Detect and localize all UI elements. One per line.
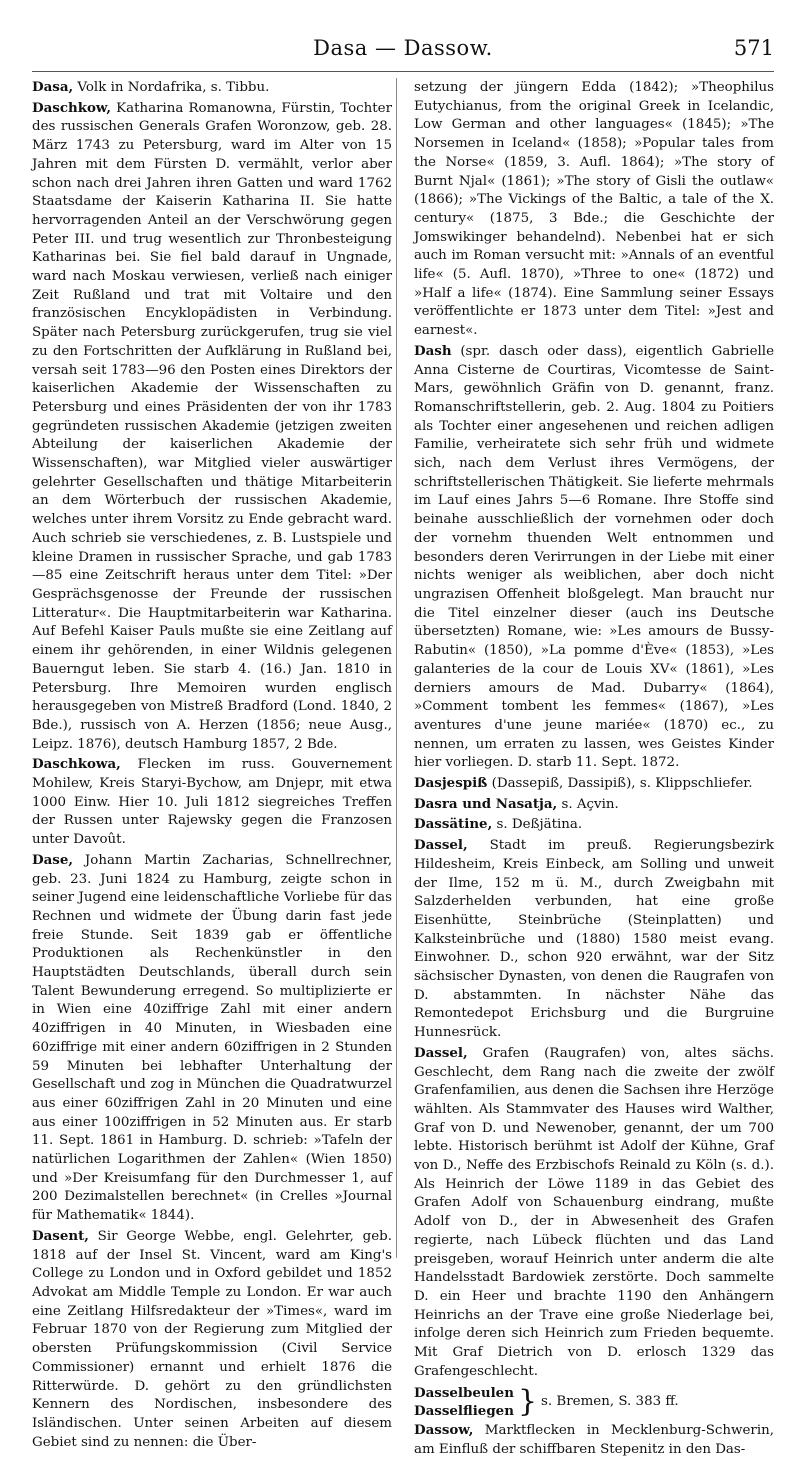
headword: Dassow, — [414, 1421, 474, 1438]
entry-daschkowa — [32, 755, 392, 850]
entry-text: Marktflecken in Mecklenburg-Schwerin, am Einfluß der schiffbaren Stepenitz in den Das- — [414, 1422, 774, 1457]
headword: Daschkow, — [32, 99, 112, 116]
entry-text: Flecken im russ. Gouvernement Mohilew, Kreis Staryi-Bychow, am Dnjepr, mit etwa 1000 Einw. Hier 10. Juli 1812 siegreiches Treffen der Russen unter Rajewsky gegen die Franzosen unter Davoût. — [32, 757, 392, 848]
entry-text: Katharina Romanowna, Fürstin, Tochter des russischen Generals Grafen Woronzow, geb. 28. März 1743 zu Petersburg, ward im Alter von 15 Jahren mit dem Fürsten D. vermählt, verlor aber schon nach drei Jahren ihren Gatten und ward 1762 Staatsdame der Kaiserin Katharina II. Sie hatte hervorragenden Anteil an der Verschwörung gegen Peter III. und trug wesentlich zur Thronbesteigung Katharinas bei. Sie fiel bald darauf in Ungnade, ward nach Moskau verwiesen, verließ nach einiger Zeit Rußland und trat mit Voltaire und den französischen Encyklopädisten in Verbindung. Später nach Petersburg zurückgerufen, trug sie viel zu den Fortschritten der Aufklärung in Rußland bei, versah seit 1783—96 den Posten eines Direktors der kaiserlichen Akademie der Wissenschaften zu Petersburg und eines Präsidenten der von ihr 1783 gegründeten russischen Akademie (jetzigen zweiten Abteilung der kaiserlichen Akademie der Wissenschaften), war Mitglied vieler auswärtiger gelehrter Gesellschaften und thätige Mitarbeiterin an dem Wörterbuch der russischen Akademie, welches unter ihrem Vorsitz zu Ende gebracht ward. Auch schrieb sie verschiedenes, z. B. Lustspiele und kleine Dramen in russischer Sprache, und gab 1783—85 eine Zeitschrift heraus unter dem Titel: »Der Gesprächsgenosse der Freunde der russischen Litteratur«. Die Hauptmitarbeiterin war Katharina. Auf Befehl Kaiser Pauls mußte sie eine Zeitlang auf einem ihr gehörenden, in einer Wildnis gelegenen Bauerngut leben. Sie starb 4. (16.) Jan. 1810 in Petersburg. Ihre Memoiren wurden englisch herausgegeben von Mistreß Bradford (Lond. 1840, 2 Bde.), russisch von A. Herzen (1856; neue Ausg., Leipz. 1876), deutsch Hamburg 1857, 2 Bde. — [32, 100, 392, 752]
headword: Dasent, — [32, 1227, 89, 1244]
entry-dassaetine — [414, 815, 774, 835]
headword: Dasselfliegen — [414, 1403, 514, 1420]
headword: Dasa, — [32, 79, 74, 95]
entry-dassel-town — [414, 836, 774, 1043]
entry-dassel-counts — [414, 1044, 774, 1382]
entry-dasselbeulen — [414, 1384, 774, 1421]
headword: Dasra und Nasatja, — [414, 795, 558, 812]
entry-text: Grafen (Raugrafen) von, altes sächs. Geschlecht, dem Rang nach die zweite der zwölf Grafenfamilien, aus denen die Sachsen ihre Herzöge wählten. Als Stammvater des Hauses wird Walther, Graf von D. und Newenober, genannt, der um 700 lebte. Historisch berühmt ist Adolf der Kühne, Graf von D., Neffe des Erzbischofs Reinald zu Köln (s. d.). Als Heinrich der Löwe 1189 in das Gebiet des Grafen Adolf von Schauenburg eindrang, mußte Adolf von D., der in Abwesenheit des Grafen regierte, nach Lübeck flüchten und das Land preisgeben, worauf Heinrich unter anderm die alte Handelsstadt Bardowiek zerstörte. Doch sammelte D. ein Heer und brachte 1190 den Anhängern Heinrichs an der Trave eine große Niederlage bei, infolge deren sich Heinrich zum Frieden bequemte. Mit Graf Dietrich von D. erlosch 1329 das Grafengeschlecht. — [414, 1045, 774, 1379]
entry-dash — [414, 342, 774, 773]
entry-text: Johann Martin Zacharias, Schnellrechner, geb. 23. Juni 1824 zu Hamburg, zeigte schon in seiner Jugend eine leidenschaftliche Vorliebe für das Rechnen und widmete der Übung darin fast jede freie Stunde. Seit 1839 gab er öffentliche Produktionen als Rechenkünstler in den Hauptstädten Deutschlands, überall durch sein Talent Bewunderung erregend. So multiplizierte er in Wien eine 40ziffrige Zahl mit einer andern 40ziffrigen in 40 Minuten, in Wiesbaden eine 60ziffrige mit einer andern 60ziffrigen in 2 Stunden 59 Minuten bei lebhafter Unterhaltung der Gesellschaft und zog in München die Quadratwurzel aus einer 60ziffrigen Zahl in 20 Minuten und eine aus einer 100ziffrigen in 52 Minuten aus. Er starb 11. Sept. 1861 in Hamburg. D. schrieb: »Tafeln der natürlichen Logarithmen der Zahlen« (Wien 1850) und »Der Kreisumfang für den Durchmesser 1, auf 200 Dezimalstellen berechnet« (in Crelles »Journal für Mathematik« 1844). — [32, 852, 392, 1224]
entry-text: Volk in Nordafrika, s. Tibbu. — [73, 80, 270, 95]
right-column — [414, 78, 774, 1457]
entry-text: Stadt im preuß. Regierungsbezirk Hildesheim, Kreis Einbeck, am Solling und unweit der Ilme, 152 m ü. M., durch Zweigbahn mit Salzderhelden verbunden, hat eine große Eisenhütte, Steinbrüche (Steinplatten) und Kalksteinbrüche und (1880) 1580 meist evang. Einwohner. D., schon 920 erwähnt, war der Sitz sächsischer Dynasten, von denen die Raugrafen von D. abstammten. In nächster Nähe das Remontedepot Erichsburg und die Burgruine Hunnesrück. — [414, 838, 774, 1041]
headword: Dasjespiß — [414, 775, 488, 792]
headword: Dassätine, — [414, 816, 493, 833]
brace-headwords — [414, 1384, 514, 1421]
entry-dase — [32, 851, 392, 1226]
entry-dassow — [414, 1421, 774, 1459]
left-column — [32, 78, 392, 1450]
entry-text: s. Bremen, S. 383 ff. — [541, 1393, 679, 1409]
brace-glyph: } — [517, 1384, 538, 1420]
entry-text: s. Açvin. — [557, 796, 619, 812]
entry-text: s. Deßjätina. — [492, 817, 583, 833]
headword: Dasselbeulen — [414, 1384, 514, 1401]
column-divider — [396, 78, 397, 1258]
entry-text: (Dassepiß, Dassipiß), s. Klippschliefer. — [487, 776, 753, 792]
running-title: Dasa — Dassow. — [313, 36, 493, 60]
entry-text: (spr. dasch oder dass), eigentlich Gabrielle Anna Cisterne de Courtiras, Vicomtesse de Saint-Mars, gewöhnlich Gräfin von D. genannt, franz. Romanschriftstellerin, geb. 2. Aug. 1804 zu Poitiers als Tochter einer angesehenen und reichen adligen Familie, verheiratete sich sehr früh und widmete sich, nach dem Verlust ihres Vermögens, der schriftstellerischen Thätigkeit. Sie lieferte mehrmals im Lauf eines Jahrs 5—6 Romane. Ihre Stoffe sind beinahe ausschließlich der vornehmen oder doch der vornehm thuenden Welt entnommen und besonders deren Verirrungen in der Liebe mit einer nichts weniger als weiblichen, aber doch nicht ungrazisen Offenheit bloßgelegt. Man braucht nur die Titel einzelner dieser (auch ins Deutsche übersetzten) Romane, wie: »Les amours de Bussy-Rabutin« (1850), »La pomme d'Ève« (1853), »Les galanteries de la cour de Louis XV« (1861), »Les derniers amours de Mad. Dubarry« (1864), »Comment tombent les femmes« (1867), »Les aventures d'une jeune mariée« (1870) ec., zu nennen, um erraten zu lassen, wes Geistes Kinder hier vorliegen. D. starb 11. Sept. 1872. — [414, 343, 774, 771]
entry-text: Sir George Webbe, engl. Gelehrter, geb. 1818 auf der Insel St. Vincent, ward am King's College zu London und in Oxford gebildet und 1852 Advokat am Middle Temple zu London. Er war auch eine Zeitlang Hilfsredakteur der »Times«, ward im Februar 1870 von der Regierung zum Mitglied der obersten Prüfungskommission (Civil Service Commissioner) ernannt und erhielt 1876 die Ritterwürde. D. gehört zu den gründlichsten Kennern des Nordischen, insbesondere des Isländischen. Unter seinen Arbeiten auf diesem Gebiet sind zu nennen: die Über- — [32, 1228, 392, 1450]
entry-text: setzung der jüngern Edda (1842); »Theophilus Eutychianus, from the original Greek in Icelandic, Low German and other languages« (1845); »The Norsemen in Iceland« (1858); »Popular tales from the Norse« (1859, 3. Aufl. 1864); »The story of Burnt Njal« (1861); »The story of Gisli the outlaw« (1866); »The Vickings of the Baltic, a tale of the X. century« (1875, 3 Bde.; die Geschichte der Jomswikinger behandelnd). Nebenbei hat er sich auch im Roman versucht mit: »Annals of an eventful life« (5. Aufl. 1870), »Three to one« (1872) und »Half a life« (1874). Eine Sammlung seiner Essays veröffentlichte er 1873 unter dem Titel: »Jest and earnest«. — [414, 80, 774, 339]
entry-dasjespiss — [414, 774, 774, 794]
entry-dasra — [414, 795, 774, 815]
headword: Daschkowa, — [32, 756, 121, 773]
page-header — [32, 36, 774, 66]
entry-daschkow — [32, 99, 392, 755]
entry-dasent — [32, 1227, 392, 1452]
headword: Dash — [414, 342, 452, 359]
entry-dasa — [32, 78, 392, 98]
header-rule — [32, 71, 774, 72]
headword: Dassel, — [414, 837, 468, 854]
headword: Dase, — [32, 851, 74, 868]
headword: Dassel, — [414, 1044, 468, 1061]
page-number: 571 — [733, 36, 774, 60]
entry-dasent-continued — [414, 78, 774, 341]
